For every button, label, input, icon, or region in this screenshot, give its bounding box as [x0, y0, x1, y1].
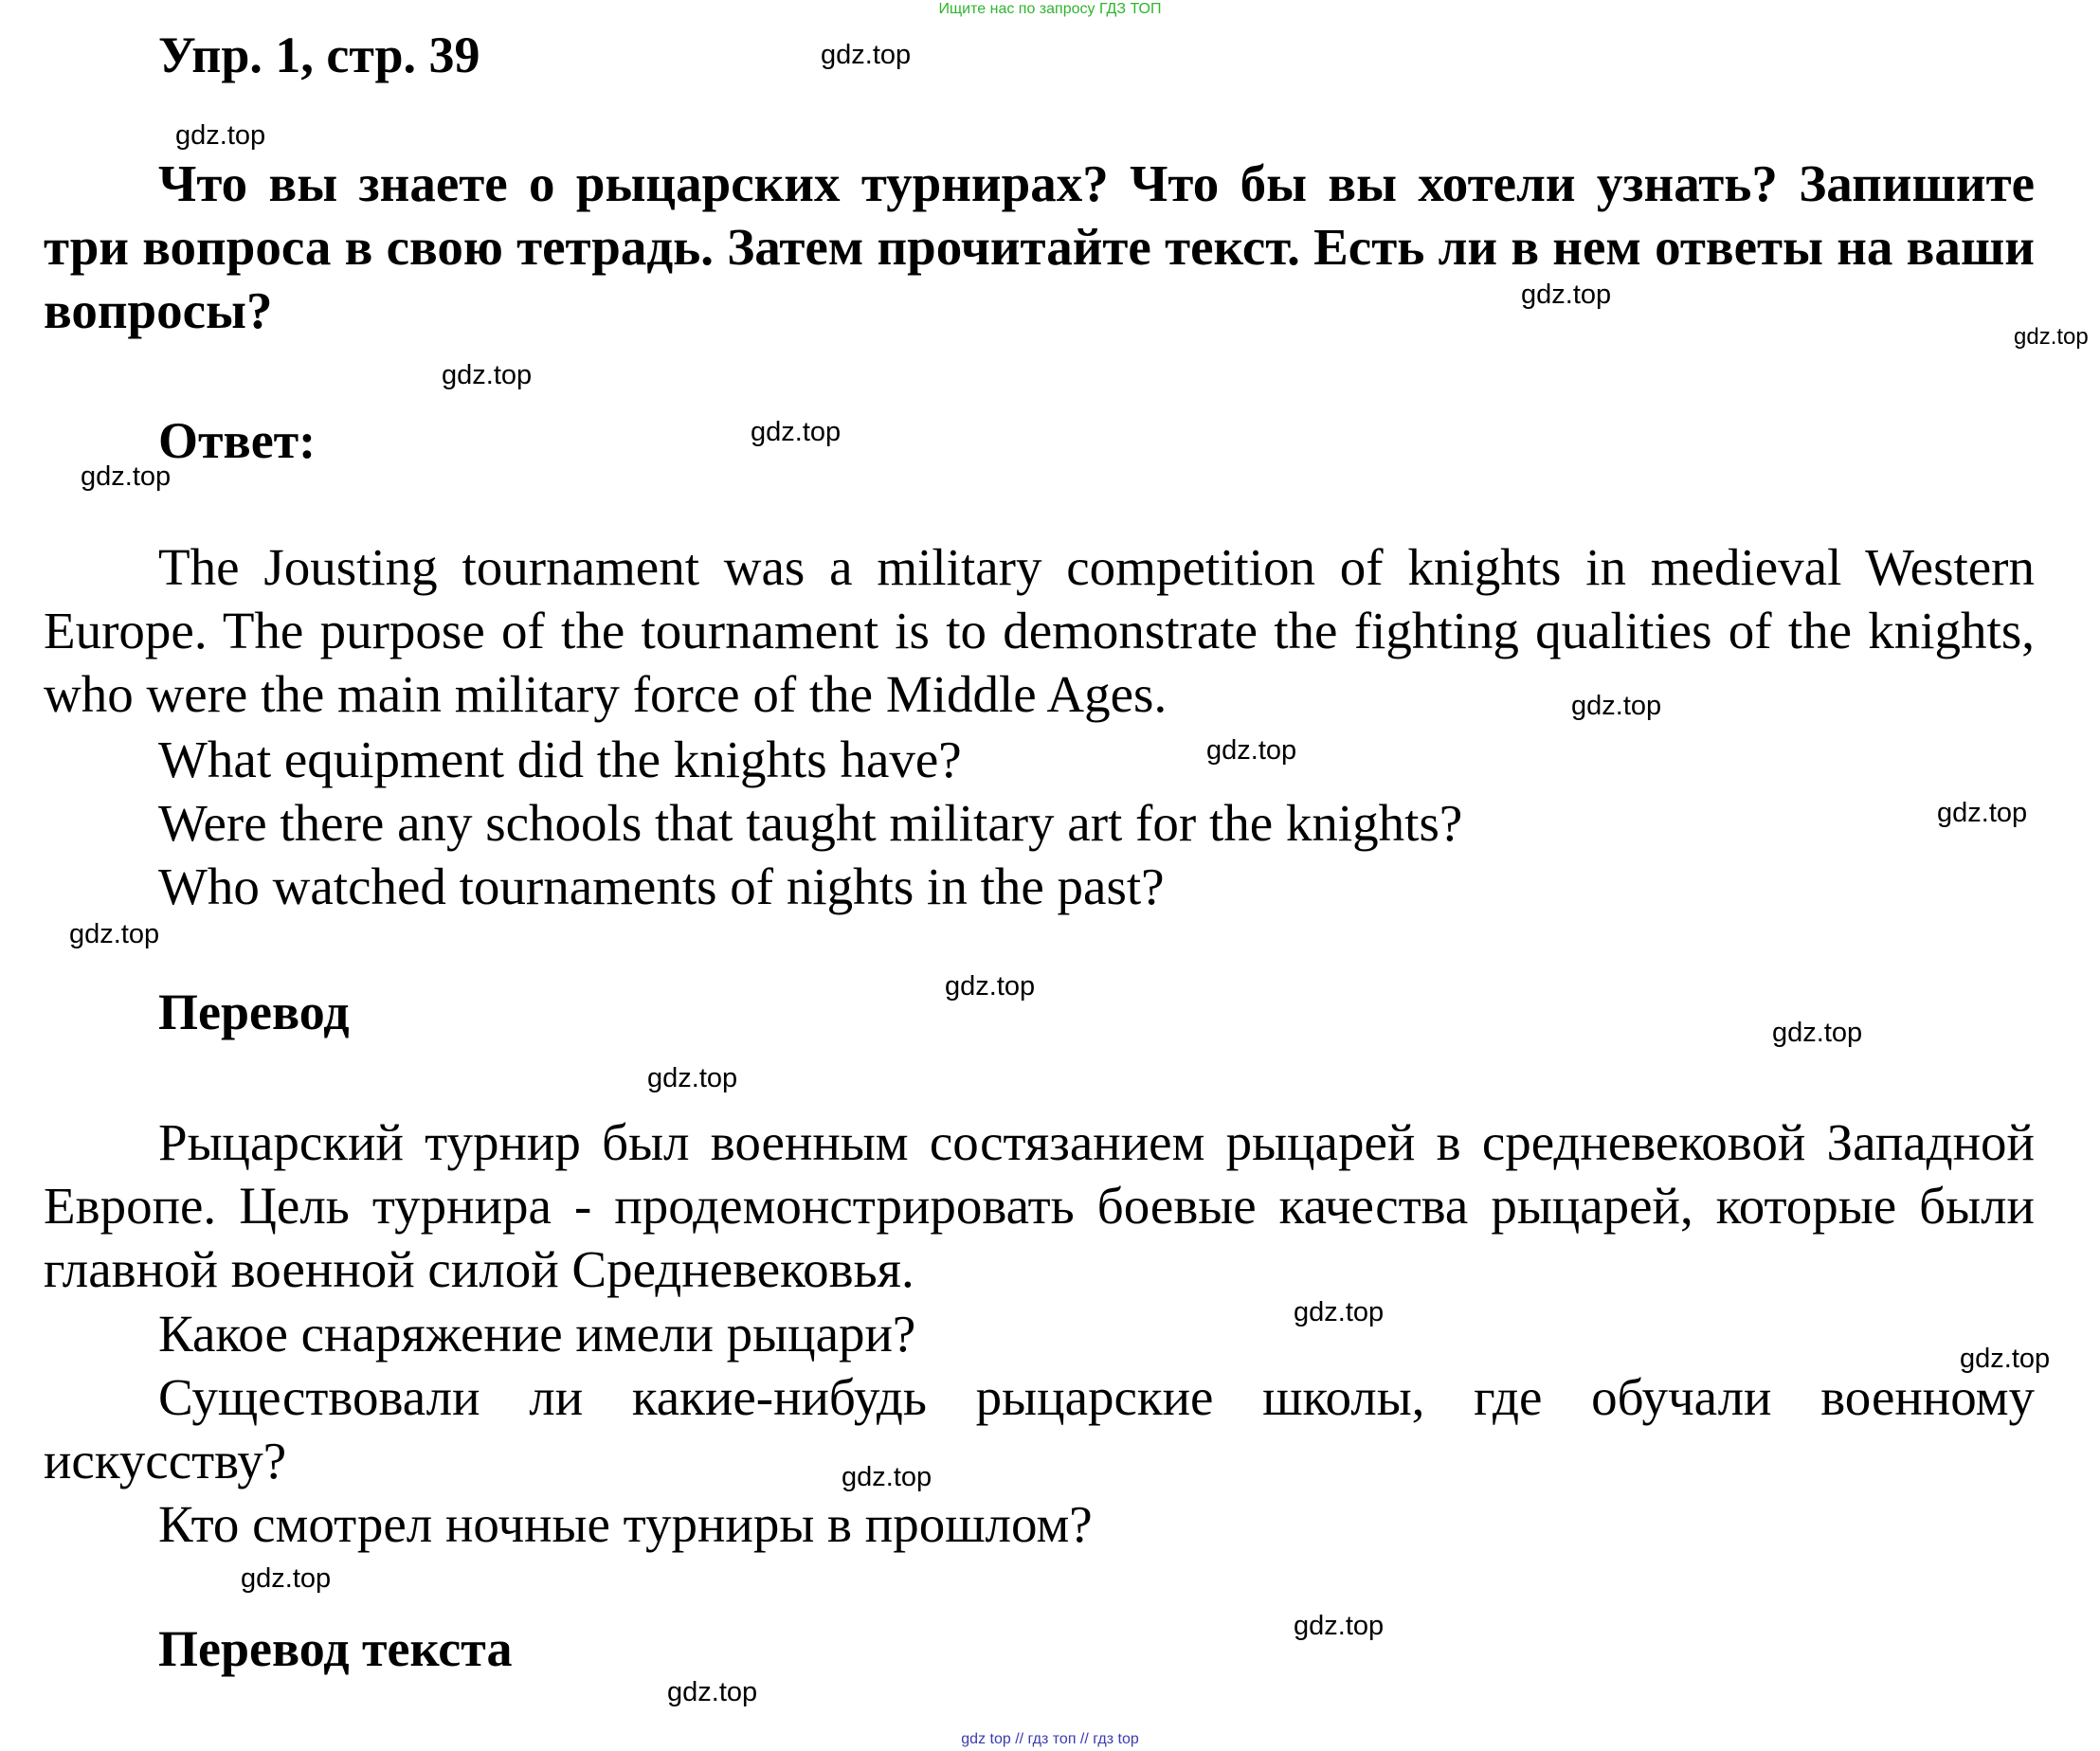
- translation-heading: Перевод: [158, 984, 350, 1040]
- watermark: gdz.top: [1937, 798, 2028, 828]
- answer-question-1: What equipment did the knights have?: [158, 731, 962, 788]
- watermark: gdz.top: [667, 1677, 758, 1707]
- watermark: gdz.top: [1960, 1344, 2051, 1374]
- watermark: gdz.top: [647, 1063, 738, 1093]
- answer-paragraph: The Jousting tournament was a military competition of knights in medieval Western Europe. The purpose of the tournament is to demonstrate the fighting qualities of the knights, who were the main military force of the Middle Ages.: [44, 538, 2035, 723]
- question-text: Что вы знаете о рыцарских турнирах? Что бы вы хотели узнать? Запишите три вопроса в свою тетрадь. Затем прочитайте текст. Есть ли в нем ответы на ваши вопросы?: [44, 154, 2035, 339]
- top-banner: Ищите нас по запросу ГДЗ ТОП: [938, 1, 1162, 17]
- watermark: gdz.top: [175, 120, 266, 151]
- watermark: gdz.top: [1294, 1611, 1385, 1641]
- bottom-footer: gdz top // гдз топ // гдз top: [961, 1731, 1139, 1747]
- watermark: gdz.top: [2014, 324, 2089, 350]
- watermark: gdz.top: [1206, 735, 1297, 766]
- watermark: gdz.top: [241, 1563, 332, 1594]
- answer-question-2: Were there any schools that taught military art for the knights?: [158, 794, 1463, 852]
- translation-question-1: Какое снаряжение имели рыцари?: [158, 1305, 916, 1363]
- watermark: gdz.top: [1521, 280, 1612, 310]
- translation-question-2: Существовали ли какие-нибудь рыцарские школы, где обучали военному искусству?: [44, 1368, 2035, 1489]
- text-translation-heading: Перевод текста: [158, 1620, 513, 1677]
- watermark: gdz.top: [442, 360, 533, 390]
- watermark: gdz.top: [1571, 691, 1662, 721]
- watermark: gdz.top: [945, 971, 1036, 1002]
- watermark: gdz.top: [81, 461, 172, 492]
- answer-question-3: Who watched tournaments of nights in the past?: [158, 857, 1165, 915]
- watermark: gdz.top: [842, 1462, 932, 1492]
- watermark: gdz.top: [1294, 1297, 1385, 1327]
- translation-paragraph: Рыцарский турнир был военным состязанием рыцарей в средневековой Западной Европе. Цель турнира - продемонстрировать боевые качества рыцарей, которые были главной военной силой Средневековья.: [44, 1113, 2035, 1298]
- watermark: gdz.top: [69, 919, 160, 949]
- watermark: gdz.top: [821, 40, 912, 70]
- watermark: gdz.top: [1772, 1018, 1863, 1048]
- exercise-title: Упр. 1, стр. 39: [158, 27, 480, 83]
- answer-heading: Ответ:: [158, 412, 317, 469]
- translation-question-3: Кто смотрел ночные турниры в прошлом?: [158, 1495, 1093, 1553]
- watermark: gdz.top: [751, 417, 842, 447]
